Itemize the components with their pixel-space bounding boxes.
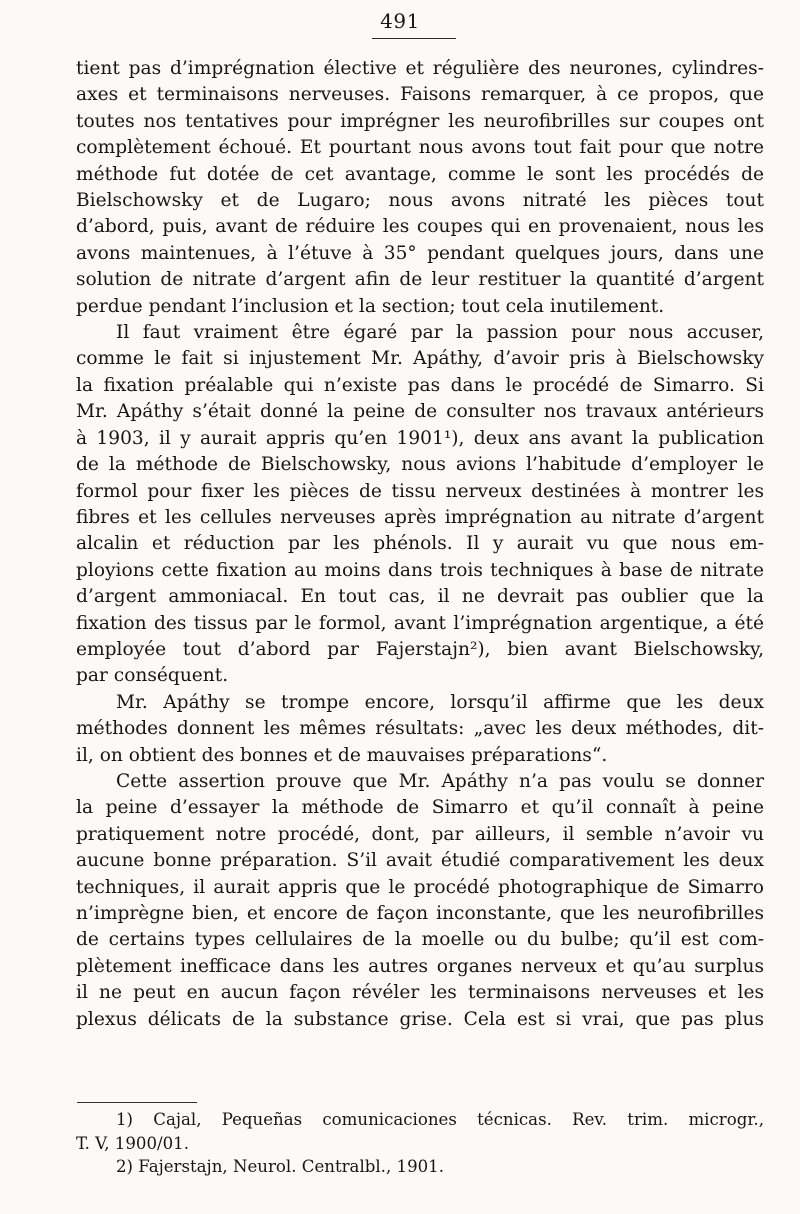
text-line: toutes nos tentatives pour imprégner les neurofibrilles sur coupes ont — [76, 110, 764, 132]
text-line: pratiquement notre procédé, dont, par ailleurs, il semble n’avoir vu — [76, 823, 764, 845]
text-line: par conséquent. — [76, 665, 229, 687]
text-line: tient pas d’imprégnation élective et régulière des neurones, cylindres- — [76, 58, 764, 79]
paragraph-1 — [76, 56, 764, 320]
text-line: la fixation préalable qui n’existe pas dans le procédé de Simarro. Si — [76, 374, 764, 396]
text-line: aucune bonne préparation. S’il avait étudié comparativement les deux — [76, 850, 764, 872]
footnote-rule — [77, 1102, 197, 1103]
text-line: méthodes donnent les mêmes résultats: „avec les deux méthodes, dit- — [76, 718, 764, 740]
footnote-1-line: 1) Cajal, Pequeñas comunicaciones técnicas. Rev. trim. microgr., — [116, 1110, 764, 1129]
text-line: de certains types cellulaires de la moelle ou du bulbe; qu’il est com- — [76, 929, 764, 951]
text-line: Mr. Apáthy se trompe encore, lorsqu’il affirme que les deux — [116, 691, 764, 713]
text-line: la peine d’essayer la méthode de Simarro et qu’il connaît à peine — [76, 797, 764, 819]
text-line: ployions cette fixation au moins dans trois techniques à base de nitrate — [76, 559, 764, 581]
text-line: de la méthode de Bielschowsky, nous avions l’habitude d’employer le — [76, 454, 764, 476]
text-line: il ne peut en aucun façon révéler les terminaisons nerveuses et les — [76, 982, 764, 1004]
body-text — [76, 56, 764, 1033]
header-rule — [372, 38, 456, 39]
page-number: 491 — [380, 9, 420, 33]
text-line: méthode fut dotée de cet avantage, comme le sont les procédés de — [76, 163, 764, 185]
text-line: plètement inefficace dans les autres organes nerveux et qu’au surplus — [76, 955, 764, 977]
text-line: à 1903, il y aurait appris qu’en 1901¹), deux ans avant la publication — [76, 427, 764, 449]
text-line: techniques, il aurait appris que le procédé photographique de Simarro — [76, 876, 764, 898]
footnote-2-line: 2) Fajerstajn, Neurol. Centralbl., 1901. — [116, 1157, 445, 1176]
text-line: axes et terminaisons nerveuses. Faisons remarquer, à ce propos, que — [76, 84, 764, 106]
paragraph-4 — [76, 769, 764, 1033]
text-line: n’imprègne bien, et encore de façon inconstante, que les neurofibrilles — [76, 903, 764, 924]
text-line: Mr. Apáthy s’était donné la peine de consulter nos travaux antérieurs — [76, 401, 764, 423]
text-line: perdue pendant l’inclusion et la section; tout cela inutilement. — [76, 295, 665, 317]
text-line: employée tout d’abord par Fajerstajn²), bien avant Bielschowsky, — [76, 638, 764, 660]
text-line: comme le fait si injustement Mr. Apáthy, d’avoir pris à Bielschowsky — [76, 348, 764, 370]
paragraph-2 — [76, 320, 764, 690]
paragraph-3 — [76, 690, 764, 769]
text-line: fixation des tissus par le formol, avant l’imprégnation argentique, a été — [76, 612, 764, 634]
text-line: solution de nitrate d’argent afin de leur restituer la quantité d’argent — [76, 269, 764, 291]
text-line: avons maintenues, à l’étuve à 35° pendant quelques jours, dans une — [76, 242, 764, 264]
text-line: complètement échoué. Et pourtant nous avons tout fait pour que notre — [76, 137, 764, 159]
text-line: Il faut vraiment être égaré par la passion pour nous accuser, — [116, 322, 764, 344]
text-line: d’abord, puis, avant de réduire les coupes qui en provenaient, nous les — [76, 216, 764, 238]
footnote-1-line: T. V, 1900/01. — [76, 1133, 190, 1153]
text-line: Cette assertion prouve que Mr. Apáthy n’a pas voulu se donner — [116, 770, 764, 792]
text-line: d’argent ammoniacal. En tout cas, il ne devrait pas oublier que la — [76, 586, 764, 608]
text-line: fibres et les cellules nerveuses après imprégnation au nitrate d’argent — [76, 506, 764, 528]
text-line: Bielschowsky et de Lugaro; nous avons nitraté les pièces tout — [76, 190, 764, 212]
text-line: alcalin et réduction par les phénols. Il y aurait vu que nous em- — [76, 533, 764, 555]
text-line: il, on obtient des bonnes et de mauvaises préparations“. — [76, 744, 608, 766]
text-line: formol pour fixer les pièces de tissu nerveux destinées à montrer les — [76, 480, 764, 502]
footnotes — [76, 1108, 764, 1179]
text-line: plexus délicats de la substance grise. Cela est si vrai, que pas plus — [76, 1008, 764, 1030]
